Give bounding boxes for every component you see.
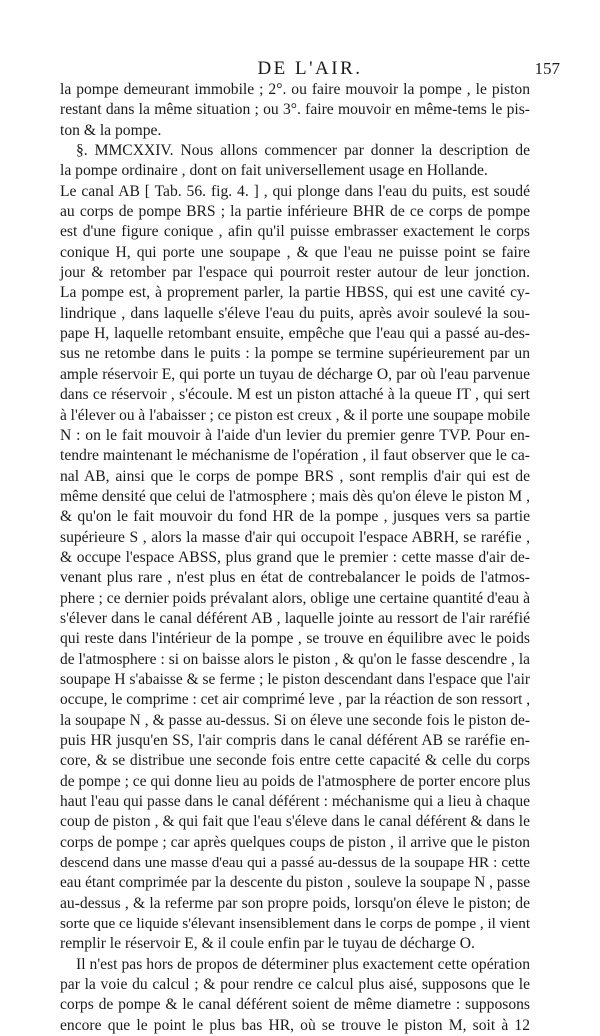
text-line: puis HR jusqu'en SS, l'air compris dans le canal déférent AB se raréfie en-	[60, 732, 530, 749]
text-line: lindrique , dans laquelle s'éleve l'eau du puits, après avoir soulevé la sou-	[60, 304, 530, 322]
text-line: la soupape N , & passe au-dessus. Si on éleve une seconde fois le piston de-	[60, 711, 530, 729]
text-line: soupape H s'abaisse & se ferme ; le piston descendant dans l'espace que l'air	[60, 670, 530, 688]
text-line: phere ; ce dernier poids prévalant alors, oblige une certaine quantité d'eau à	[60, 589, 530, 607]
text-line: jour & retomber par l'espace qui pourroit rester autour de leur jonction.	[60, 264, 530, 282]
text-line: coup de piston , & qui fait que l'eau s'éleve dans le canal déférent & dans le	[60, 813, 530, 831]
text-line: sus ne retombe dans le puits : la pompe se termine supérieurement par un	[60, 345, 530, 363]
text-line: au corps de pompe BRS ; la partie inférieure BHR de ce corps de pompe	[60, 203, 530, 221]
text-line: encore que le point le plus bas HR, où se trouve le piston M, soit à 12	[60, 1016, 530, 1034]
text-line: eau étant comprimée par la descente du piston , souleve la soupape N , passe	[60, 874, 530, 892]
text-line: même densité que celui de l'atmosphere ; mais dès qu'on éleve le piston M ,	[60, 487, 530, 505]
text-line: la pompe demeurant immobile ; 2°. ou faire mouvoir la pompe , le piston	[60, 81, 530, 98]
text-line: & occupe l'espace ABSS, plus grand que le premier : cette masse d'air de-	[60, 548, 530, 566]
text-line: occupe, le comprime : cet air comprimé leve , par la réaction de son ressort ,	[60, 691, 531, 709]
running-title: DE L'AIR.	[257, 58, 363, 79]
text-line: remplir le réservoir E, & il coule enfin par le tuyau de décharge O.	[60, 935, 475, 953]
text-line: restant dans la même situation ; ou 3°. faire mouvoir en même-tems le pis-	[60, 101, 530, 119]
text-line: & qu'on le fait mouvoir du fond HR de la pompe , jusques vers sa partie	[60, 508, 530, 526]
paragraph-start-line: §. MMCXXIV. Nous allons commencer par donner la description de	[76, 142, 530, 160]
text-line: au-dessus , & la referme par son propre poids, lorsqu'on éleve le piston; de	[60, 894, 530, 912]
text-line: corps de pompe ; car après quelques coups de piston , il arrive que le piston	[60, 833, 530, 851]
page-number: 157	[534, 59, 560, 78]
text-line: est d'une figure conique , afin qu'il puisse embrasser exactement le corps	[60, 223, 530, 241]
text-line: pape H, laquelle retombant ensuite, empêche que l'eau qui a passé au-des-	[60, 325, 530, 343]
text-line: corps de pompe & le canal déférent soient de même diametre : supposons	[60, 996, 530, 1014]
text-line: à l'élever ou à l'abaisser ; ce piston est creux , & il porte une soupape mobile	[60, 406, 531, 424]
text-line: s'élever dans le canal déférent AB , laquelle jointe au ressort de l'air raréfié	[60, 609, 530, 627]
text-line: la pompe ordinaire , dont on fait universellement usage en Hollande.	[60, 162, 488, 180]
text-line: Le canal AB [ Tab. 56. fig. 4. ] , qui plonge dans l'eau du puits, est soudé	[60, 182, 530, 200]
text-line: tendre maintenant le méchanisme de l'opération , il faut observer que le ca-	[60, 447, 530, 465]
text-line: qui reste dans l'intérieur de la pompe , se trouve en équilibre avec le poids	[60, 630, 530, 648]
text-line: sorte que ce liquide s'élevant insensiblement dans le corps de pompe , il vient	[60, 915, 531, 933]
text-line: haut l'eau qui passe dans le canal déférent : méchanisme qui a lieu à chaque	[60, 793, 530, 811]
text-line: venant plus rare , n'est plus en état de contrebalancer le poids de l'atmos-	[60, 569, 530, 587]
text-line: La pompe est, à proprement parler, la partie HBSS, qui est une cavité cy-	[60, 284, 530, 302]
text-line: nal AB, ainsi que le corps de pompe BRS , sont remplis d'air qui est de	[60, 467, 530, 485]
text-line: dans ce réservoir , s'écoule. M est un piston attaché à la queue IT , qui sert	[60, 386, 530, 404]
text-line: conique H, qui porte une soupape , & que l'eau ne puisse point se faire	[60, 243, 530, 261]
text-line: ample réservoir E, qui porte un tuyau de décharge O, par où l'eau parvenue	[60, 365, 530, 383]
text-line: supérieure S , alors la masse d'air qui occupoit l'espace ABRH, se raréfie ,	[60, 528, 530, 546]
body-text	[60, 80, 530, 1036]
text-line: ton & la pompe.	[60, 121, 162, 139]
text-line: par la voie du calcul ; & pour rendre ce calcul plus aisé, supposons que le	[60, 976, 530, 994]
text-line: de pompe ; ce qui donne lieu au poids de l'atmosphere de porter encore plus	[60, 772, 531, 790]
text-line: N : on le fait mouvoir à l'aide d'un levier du premier genre TVP. Pour en-	[60, 426, 530, 444]
text-line: de l'atmosphere : si on baisse alors le piston , & qu'on le fasse descendre , la	[60, 650, 530, 668]
text-line: descend dans une masse d'eau qui a passé au-dessus de la soupape HR : cette	[60, 854, 530, 872]
paragraph-start-line: Il n'est pas hors de propos de déterminer plus exactement cette opération	[76, 955, 530, 973]
text-line: core, & se distribue une seconde fois entre cette capacité & celle du corps	[60, 752, 530, 770]
